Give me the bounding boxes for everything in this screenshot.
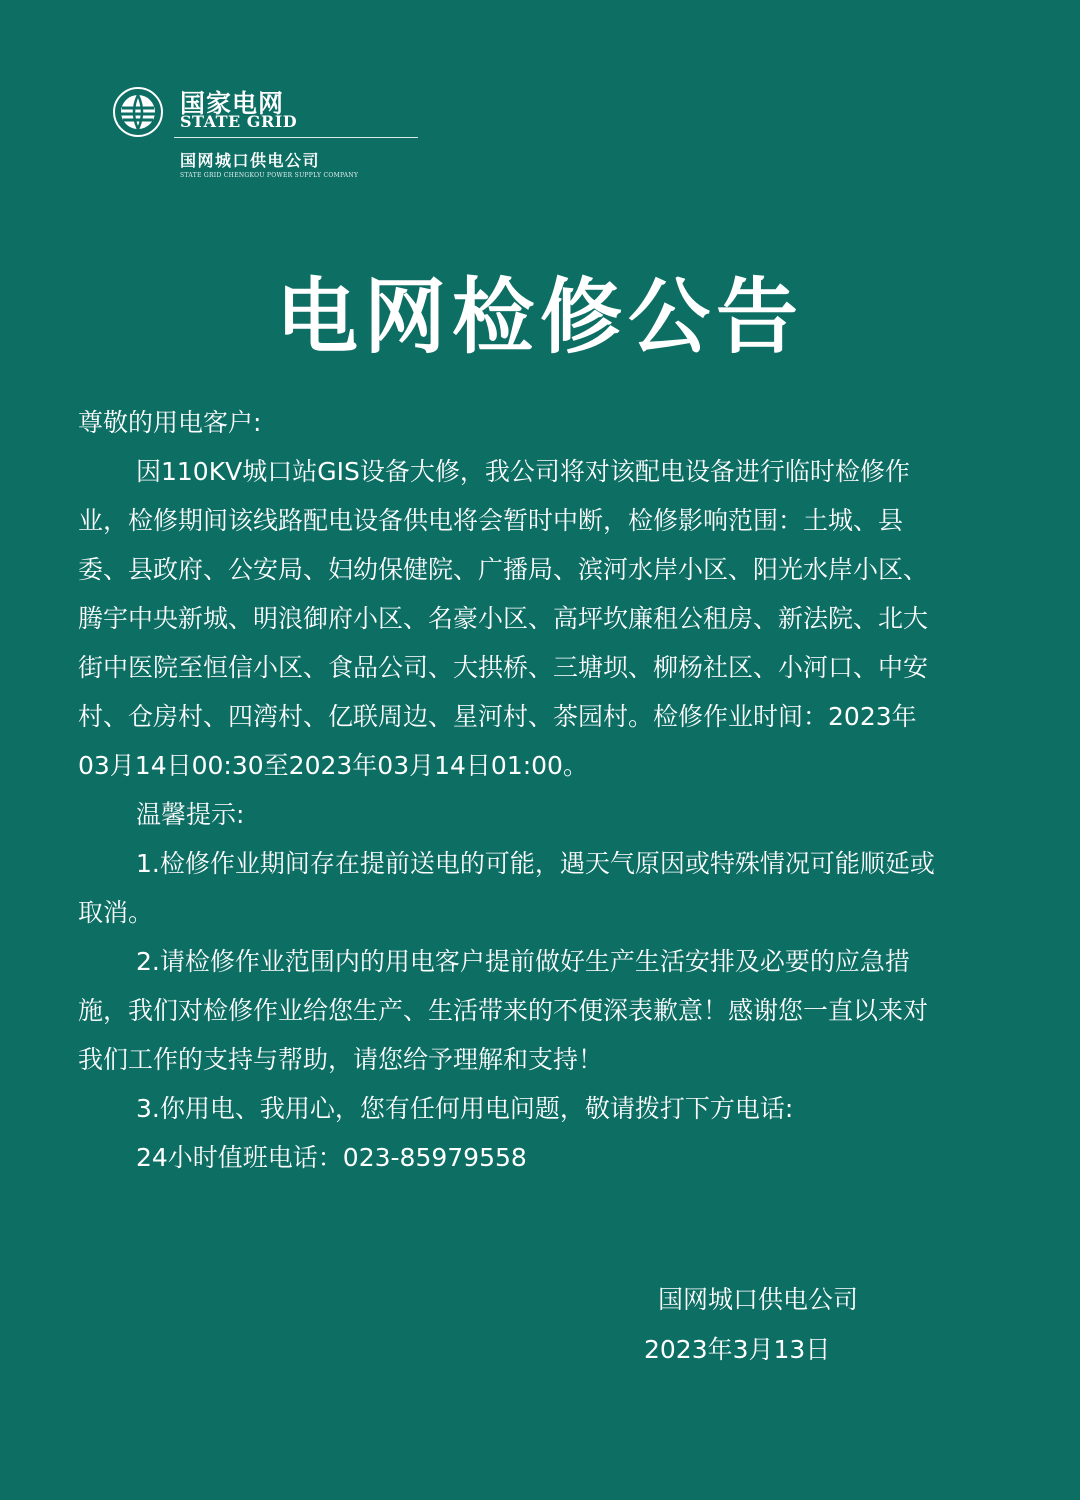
logo-divider: [174, 137, 418, 138]
tip-1: 1.检修作业期间存在提前送电的可能，遇天气原因或特殊情况可能顺延或取消。: [78, 849, 935, 927]
notice-title: 电网检修公告: [275, 270, 804, 365]
tips-heading: 温馨提示:: [136, 800, 245, 829]
main-paragraph: 因110KV城口站GIS设备大修，我公司将对该配电设备进行临时检修作业，检修期间该线路配电设备供电将会暂时中断，检修影响范围：土城、县委、县政府、公安局、妇幼保健院、广播局、滨河水岸小区、阳光水岸小区、腾宇中央新城、明浪御府小区、名豪小区、高坪坎廉租公租房、新法院、北大街中医院至恒信小区、食品公司、大拱桥、三塘坝、柳杨社区、小河口、中安村、仓房村、四湾村、亿联周边、星河村、茶园村。检修作业时间：2023年03月14日00:30至2023年03月14日01:00。: [78, 457, 929, 780]
brand-name-cn: 国家电网: [180, 89, 285, 118]
greeting: 尊敬的用电客户:: [78, 408, 262, 437]
brand-name-en: STATE GRID: [180, 112, 298, 131]
notice-body: [78, 398, 948, 1182]
tip-3: 3.你用电、我用心，您有任何用电问题，敬请拨打下方电话:: [136, 1094, 794, 1123]
company-name-en: STATE GRID CHENGKOU POWER SUPPLY COMPANY: [180, 172, 359, 179]
hotline: 24小时值班电话：023-85979558: [136, 1143, 527, 1172]
state-grid-globe-icon: [112, 86, 164, 138]
company-name-cn: 国网城口供电公司: [180, 151, 321, 170]
tip-2: 2.请检修作业范围内的用电客户提前做好生产生活安排及必要的应急措施，我们对检修作业给您生产、生活带来的不便深表歉意！感谢您一直以来对我们工作的支持与帮助，请您给予理解和支持！: [78, 947, 929, 1074]
signature-date: 2023年3月13日: [644, 1335, 831, 1364]
signature-company: 国网城口供电公司: [658, 1285, 859, 1314]
